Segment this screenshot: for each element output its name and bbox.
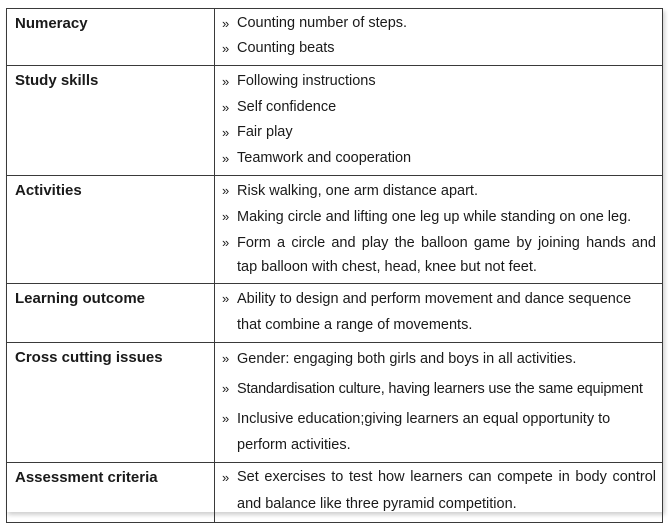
row-label-learning-outcome: Learning outcome xyxy=(7,284,215,343)
bullet-marker: » xyxy=(222,291,230,306)
list-item: » Fair play xyxy=(222,120,656,146)
list-item: » Risk walking, one arm distance apart. xyxy=(222,179,656,203)
list-item: » Making circle and lifting one leg up while standing on one leg. xyxy=(222,205,656,229)
list-item: » Teamwork and cooperation xyxy=(222,146,656,172)
list-item: » Following instructions xyxy=(222,69,656,95)
table-row-assessment-criteria xyxy=(7,463,663,523)
table-row-numeracy xyxy=(7,9,663,66)
row-content-numeracy xyxy=(215,9,663,66)
row-label-activities: Activities xyxy=(7,176,215,284)
list-item: » Counting number of steps. xyxy=(222,11,656,36)
list-item: » Standardisation culture, having learners use the same equipment xyxy=(222,376,656,402)
bullet-marker: » xyxy=(222,99,230,115)
table-row-study-skills xyxy=(7,66,663,176)
bullet-marker: » xyxy=(222,74,230,89)
bullet-marker: » xyxy=(222,125,230,140)
list-item: » Self confidence xyxy=(222,95,656,121)
row-label-assessment-criteria: Assessment criteria xyxy=(7,463,215,523)
row-content-cross-cutting-issues xyxy=(215,343,663,463)
list-item: » Gender: engaging both girls and boys in all activities. xyxy=(222,346,656,372)
list-item: » Form a circle and play the balloon game by joining hands and tap balloon with chest, head, knee but not feet. xyxy=(222,231,656,279)
row-label-cross-cutting-issues: Cross cutting issues xyxy=(7,343,215,463)
bullet-marker: » xyxy=(222,381,230,396)
bullet-marker: » xyxy=(222,209,230,224)
bullet-marker: » xyxy=(222,235,230,250)
list-item: » Ability to design and perform movement and dance sequence that combine a range of movements. xyxy=(222,286,656,338)
table-row-activities xyxy=(7,176,663,284)
lesson-table-frame xyxy=(6,8,663,512)
table-row-cross-cutting-issues xyxy=(7,343,663,463)
bullet-marker: » xyxy=(222,150,230,166)
bullet-marker: » xyxy=(222,183,230,198)
table-row-learning-outcome xyxy=(7,284,663,343)
row-content-study-skills xyxy=(215,66,663,176)
list-item: » Inclusive education;giving learners an equal opportunity to perform activities. xyxy=(222,406,656,458)
bullet-marker: » xyxy=(222,16,230,31)
bullet-marker: » xyxy=(222,470,230,485)
list-item: » Counting beats xyxy=(222,36,656,61)
row-label-study-skills: Study skills xyxy=(7,66,215,176)
row-content-activities xyxy=(215,176,663,284)
list-item: » Set exercises to test how learners can compete in body control and balance like three pyramid competition. xyxy=(222,464,656,518)
bullet-marker: » xyxy=(222,41,230,56)
row-content-learning-outcome xyxy=(215,284,663,343)
bullet-marker: » xyxy=(222,351,230,366)
lesson-table xyxy=(6,8,663,523)
row-label-numeracy: Numeracy xyxy=(7,9,215,66)
bullet-marker: » xyxy=(222,411,230,426)
row-content-assessment-criteria xyxy=(215,463,663,523)
